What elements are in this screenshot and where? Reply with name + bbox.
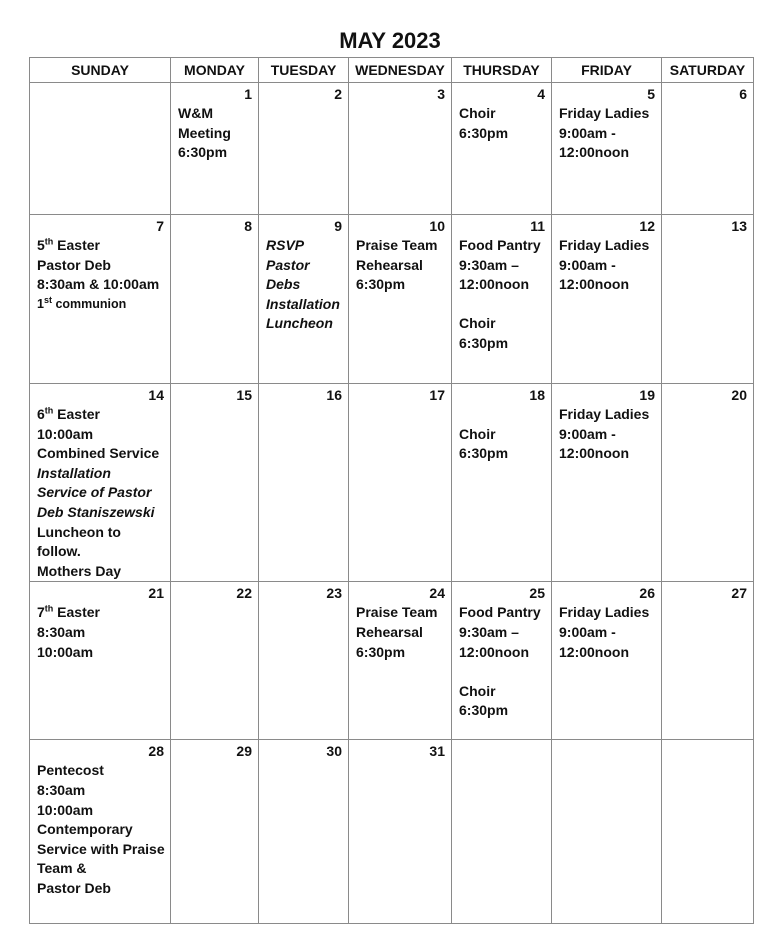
day-number: 30 <box>326 743 342 760</box>
day-cell <box>171 83 259 215</box>
day-events <box>30 602 170 662</box>
day-events <box>171 404 258 405</box>
day-number: 5 <box>647 86 655 102</box>
day-events <box>662 602 753 603</box>
day-cell <box>259 83 349 215</box>
day-cell <box>662 384 754 582</box>
day-number: 14 <box>148 387 164 403</box>
event-spacer <box>459 662 547 682</box>
day-cell <box>171 582 259 740</box>
event-text <box>559 104 657 163</box>
event-text <box>459 104 547 143</box>
event-text-main: W&M Meeting 6:30pm <box>178 105 231 161</box>
day-cell <box>452 215 552 384</box>
day-cell <box>349 384 452 582</box>
event-text <box>37 464 166 523</box>
event-text-tail: Easter <box>53 406 100 422</box>
event-text <box>459 236 547 295</box>
day-events <box>552 235 661 295</box>
day-cell <box>349 740 452 924</box>
day-number: 8 <box>244 218 252 234</box>
day-number: 4 <box>537 86 545 102</box>
day-events <box>552 760 661 761</box>
day-events <box>349 103 451 104</box>
day-events <box>552 103 661 163</box>
event-text-main: Choir 6:30pm <box>459 425 509 462</box>
day-events <box>452 103 551 143</box>
event-text-tail: Easter <box>53 604 100 621</box>
day-events <box>552 404 661 464</box>
day-cell <box>30 384 171 582</box>
day-events <box>349 235 451 295</box>
event-text-main: Praise Team Rehearsal 6:30pm <box>356 604 438 660</box>
event-text <box>559 603 657 662</box>
day-cell <box>259 215 349 384</box>
event-spacer <box>459 405 547 425</box>
day-events <box>259 235 348 334</box>
day-cell <box>30 83 171 215</box>
weekday-monday: MONDAY <box>171 58 259 83</box>
day-events <box>662 760 753 761</box>
day-cell <box>30 582 171 740</box>
day-cell <box>662 215 754 384</box>
day-number: 10 <box>429 218 445 234</box>
event-text <box>459 682 547 721</box>
event-text <box>178 104 254 163</box>
day-number: 1 <box>244 86 252 102</box>
day-number: 23 <box>326 585 342 602</box>
day-number: 21 <box>148 585 164 602</box>
day-events <box>171 760 258 761</box>
day-number: 22 <box>236 585 252 602</box>
day-cell <box>662 83 754 215</box>
weekday-saturday: SATURDAY <box>662 58 754 83</box>
day-events <box>452 602 551 721</box>
event-text-main: Food Pantry 9:30am – 12:00noon <box>459 237 541 293</box>
event-text-main: 8:30am 10:00am <box>37 623 94 660</box>
day-number <box>662 740 753 760</box>
day-cell <box>349 83 452 215</box>
day-cell <box>552 384 662 582</box>
day-number <box>552 740 661 760</box>
day-cell <box>349 215 452 384</box>
day-number: 16 <box>326 387 342 403</box>
day-cell <box>259 582 349 740</box>
day-events <box>30 404 170 581</box>
week-row <box>30 83 754 215</box>
day-number: 26 <box>639 585 655 602</box>
day-number: 18 <box>529 387 545 403</box>
day-events <box>171 602 258 603</box>
weekday-tuesday: TUESDAY <box>259 58 349 83</box>
weekday-sunday: SUNDAY <box>30 58 171 83</box>
event-text-main: 5 <box>37 237 45 253</box>
weekday-thursday: THURSDAY <box>452 58 552 83</box>
day-cell <box>662 740 754 924</box>
day-events <box>171 103 258 163</box>
day-number: 31 <box>429 743 445 760</box>
event-text-main: 7 <box>37 604 45 621</box>
day-cell <box>552 582 662 740</box>
weekday-friday: FRIDAY <box>552 58 662 83</box>
day-number: 29 <box>236 743 252 760</box>
day-events <box>171 235 258 236</box>
event-text-main: 6 <box>37 406 45 422</box>
day-number: 19 <box>639 387 655 403</box>
day-events <box>259 602 348 603</box>
day-events <box>30 103 170 104</box>
day-cell <box>452 740 552 924</box>
event-spacer <box>459 295 547 315</box>
day-number <box>452 740 551 760</box>
event-text <box>37 623 166 662</box>
day-events <box>349 760 451 761</box>
day-events <box>259 760 348 761</box>
day-number: 17 <box>429 387 445 403</box>
day-events <box>349 404 451 405</box>
event-text-main: Friday Ladies 9:00am - 12:00noon <box>559 105 650 161</box>
day-cell <box>349 582 452 740</box>
event-text <box>37 405 166 425</box>
day-events <box>662 235 753 236</box>
event-text-main: Friday Ladies 9:00am - 12:00noon <box>559 604 650 660</box>
event-text-main: Friday Ladies 9:00am - 12:00noon <box>559 406 650 462</box>
event-text <box>459 425 547 464</box>
event-text <box>37 256 166 295</box>
event-text-main: Friday Ladies 9:00am - 12:00noon <box>559 237 650 293</box>
day-number: 3 <box>437 86 445 102</box>
day-cell <box>552 83 662 215</box>
week-row <box>30 740 754 924</box>
day-events <box>452 235 551 354</box>
day-events <box>30 235 170 313</box>
event-text-main: Praise Team Rehearsal 6:30pm <box>356 237 438 293</box>
event-text-main: 10:00am Combined Service <box>37 425 160 462</box>
week-row <box>30 215 754 384</box>
event-text-main: 1 <box>37 296 44 311</box>
day-number: 2 <box>334 86 342 102</box>
event-text <box>37 523 166 582</box>
day-cell <box>259 740 349 924</box>
day-number: 28 <box>148 743 164 760</box>
event-text <box>266 236 344 334</box>
day-events <box>349 602 451 662</box>
event-text-main: Food Pantry 9:30am – 12:00noon <box>459 604 541 660</box>
event-text-main: Choir 6:30pm <box>459 682 509 719</box>
day-events <box>452 404 551 464</box>
week-row <box>30 582 754 740</box>
event-text <box>37 295 166 313</box>
day-cell <box>171 215 259 384</box>
event-text-main: Luncheon to follow. Mothers Day <box>37 523 122 579</box>
event-ordinal-suffix: th <box>44 603 54 614</box>
event-text <box>459 314 547 353</box>
day-events <box>30 760 170 898</box>
day-number: 12 <box>639 218 655 234</box>
day-cell <box>30 740 171 924</box>
event-text-tail: Easter <box>53 237 100 253</box>
page-title: MAY 2023 <box>339 28 441 53</box>
day-cell <box>171 384 259 582</box>
day-number: 25 <box>529 585 545 602</box>
day-events <box>259 103 348 104</box>
day-events <box>452 760 551 761</box>
day-cell <box>452 582 552 740</box>
event-text-main: Pastor Deb 8:30am & 10:00am <box>37 256 160 293</box>
day-cell <box>452 83 552 215</box>
day-number: 24 <box>429 585 445 602</box>
event-text-main: Pentecost 8:30am 10:00am Contemporary Service with Praise Team & Pastor Deb <box>37 762 165 896</box>
day-events <box>259 404 348 405</box>
weekday-wednesday: WEDNESDAY <box>349 58 452 83</box>
day-number: 27 <box>731 585 747 602</box>
event-ordinal-suffix: th <box>44 405 54 416</box>
event-text <box>559 236 657 295</box>
event-text <box>37 236 166 256</box>
day-events <box>662 103 753 104</box>
day-number: 7 <box>156 218 164 234</box>
day-cell <box>30 215 171 384</box>
day-cell <box>552 740 662 924</box>
day-number: 20 <box>731 387 747 403</box>
event-text <box>356 603 447 662</box>
day-cell <box>452 384 552 582</box>
day-cell <box>259 384 349 582</box>
day-cell <box>552 215 662 384</box>
day-number: 9 <box>334 218 342 234</box>
day-number: 11 <box>530 218 545 234</box>
event-text-main: Choir 6:30pm <box>459 105 509 141</box>
event-text <box>37 425 166 464</box>
week-row <box>30 384 754 582</box>
event-text <box>37 603 166 623</box>
weekday-header-row <box>30 58 754 83</box>
day-events <box>552 602 661 662</box>
day-events <box>662 404 753 405</box>
day-number <box>30 83 170 103</box>
event-ordinal-suffix: th <box>44 236 54 247</box>
event-text-main: Installation Service of Pastor Deb Staniszewski <box>37 464 155 520</box>
event-text <box>559 405 657 464</box>
day-cell <box>171 740 259 924</box>
event-text-main: Choir 6:30pm <box>459 315 509 351</box>
calendar-grid <box>29 57 754 924</box>
day-number: 15 <box>236 387 252 403</box>
event-ordinal-suffix: st <box>43 294 52 305</box>
day-number: 6 <box>739 86 747 102</box>
day-cell <box>662 582 754 740</box>
event-text-tail: communion <box>51 296 127 311</box>
day-number: 13 <box>731 218 747 234</box>
event-text <box>356 236 447 295</box>
event-text-main: RSVP Pastor Debs Installation Luncheon <box>266 237 340 332</box>
event-text <box>37 761 166 898</box>
event-text <box>459 603 547 662</box>
